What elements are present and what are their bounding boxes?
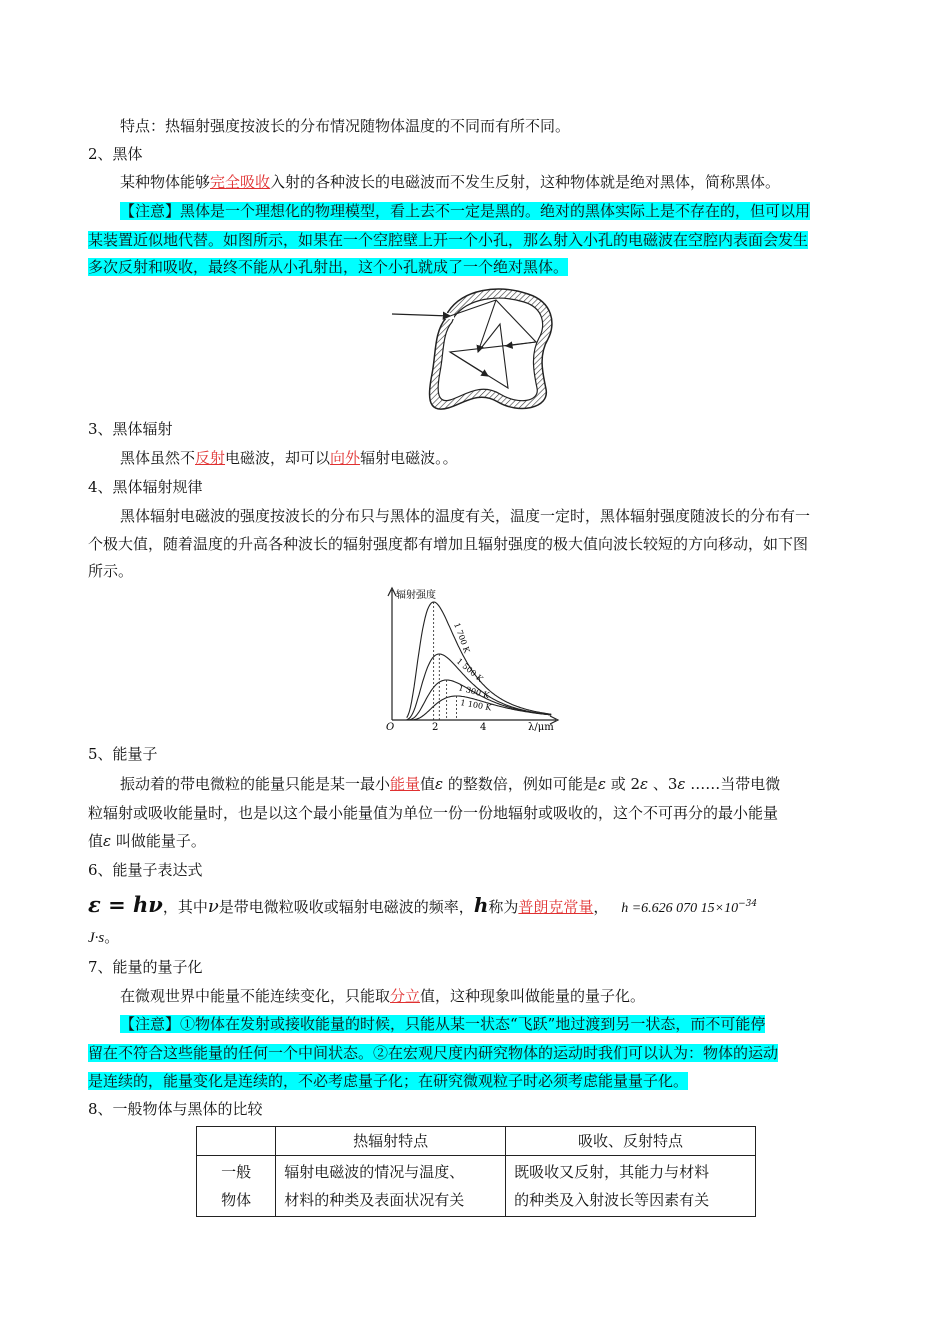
law-text-l1: 黑体辐射电磁波的强度按波长的分布只与黑体的温度有关，温度一定时，黑体辐射强度随波长的分布有一 <box>120 507 811 525</box>
law-text-l3: 所示。 <box>88 562 134 580</box>
keyword-discrete: 分立 <box>390 987 421 1005</box>
note-blackbody-l2: 某装置近似地代替。如图所示，如果在一个空腔壁上开一个小孔，那么射入小孔的电磁波在空腔内表面会发生 <box>88 231 809 249</box>
quantum-expression-l1: ε = hν，其中ν是带电微粒吸收或辐射电磁波的频率，h称为普朗克常量， h =6.626 070 $15\times 10^{-34}$ <box>88 892 758 917</box>
keyword-planck-constant: 普朗克常量 <box>518 898 594 916</box>
table-header-radiation: 热辐射特点 <box>276 1127 506 1156</box>
energy-quantum-l3: 值ε 叫做能量子。 <box>88 832 206 850</box>
chart-xtick-4: 4 <box>480 722 487 732</box>
chart-xlabel: λ/μm <box>528 722 554 732</box>
incident-ray <box>392 314 450 316</box>
energy-quantum-l2: 粒辐射或吸收能量时，也是以这个最小能量值为单位一份一份地辐射或吸收的，这个不可再分的最小能量 <box>88 804 779 822</box>
note-blackbody-l1: 【注意】黑体是一个理想化的物理模型，看上去不一定是黑的。绝对的黑体实际上是不存在的，但可以用 <box>120 202 811 220</box>
row-radiation-cell: 辐射电磁波的情况与温度、 材料的种类及表面状况有关 <box>276 1156 506 1217</box>
series-label-1300: 1 300 K <box>457 683 491 701</box>
chart-origin-label: O <box>386 722 395 732</box>
table-row <box>197 1156 756 1217</box>
chart-xtick-2: 2 <box>432 722 439 732</box>
note-quantization-l1: 【注意】①物体在发射或接收能量的时候，只能从某一状态“飞跃”地过渡到另一状态，而不可能停 <box>120 1015 766 1033</box>
heading-energy-quantum: 5、能量子 <box>88 745 158 763</box>
blackbody-radiation-text: 黑体虽然不反射电磁波，却可以向外辐射电磁波。。 <box>120 449 458 467</box>
comparison-table <box>196 1126 756 1217</box>
planck-formula: ε = hν <box>88 892 163 917</box>
series-label-1100: 1 100 K <box>459 698 493 713</box>
note-quantization-l3: 是连续的，能量变化是连续的，不必考虑量子化；在研究微观粒子时必须考虑能量量子化。 <box>88 1072 689 1090</box>
feature-text: 特点：热辐射强度按波长的分布情况随物体温度的不同而有所不同。 <box>120 117 571 135</box>
note-quantization-l2: 留在不符合这些能量的任何一个中间状态。②在宏观尺度内研究物体的运动时我们可以认为：物体的运动 <box>88 1044 779 1062</box>
heading-quantization: 7、能量的量子化 <box>88 958 203 976</box>
chart-ylabel: 辐射强度 <box>396 590 436 601</box>
keyword-outward: 向外 <box>330 449 361 467</box>
quantization-text: 在微观世界中能量不能连续变化，只能取分立值，这种现象叫做能量的量子化。 <box>120 987 646 1005</box>
heading-blackbody-radiation: 3、黑体辐射 <box>88 420 173 438</box>
law-text-l2: 个极大值，随着温度的升高各种波长的辐射强度都有增加且辐射强度的极大值向波长较短的方向移动，如下图 <box>88 535 809 553</box>
energy-quantum-l1: 振动着的带电微粒的能量只能是某一最小能量值ε 的整数倍，例如可能是ε 或 2ε 、3ε ……当带电微 <box>120 775 781 793</box>
blackbody-definition: 某种物体能够完全吸收入射的各种波长的电磁波而不发生反射，这种物体就是绝对黑体，简称黑体。 <box>120 173 781 191</box>
heading-blackbody: 2、黑体 <box>88 145 143 163</box>
heading-comparison: 8、一般物体与黑体的比较 <box>88 1100 263 1118</box>
keyword-complete-absorb: 完全吸收 <box>210 173 271 191</box>
keyword-energy: 能量 <box>390 775 421 793</box>
table-header-empty <box>197 1127 276 1156</box>
note-blackbody-l3: 多次反射和吸收，最终不能从小孔射出，这个小孔就成了一个绝对黑体。 <box>88 258 569 276</box>
quantum-expression-l2: J·s。 <box>88 928 120 946</box>
row-absorption-cell: 既吸收又反射，其能力与材料 的种类及入射波长等因素有关 <box>506 1156 756 1217</box>
row-label: 一般 物体 <box>197 1156 276 1217</box>
epsilon-symbol: ε <box>435 775 444 793</box>
keyword-reflect: 反射 <box>195 449 226 467</box>
table-header-absorption: 吸收、反射特点 <box>506 1127 756 1156</box>
planck-constant-value: h =6.626 070 15×10 <box>621 901 739 916</box>
series-label-1500: 1 500 K <box>454 656 485 684</box>
blackbody-radiation-chart <box>380 584 566 732</box>
cavity-diagram <box>388 284 558 416</box>
series-label-1700: 1 700 K <box>452 621 472 655</box>
table-header-row <box>197 1127 756 1156</box>
heading-radiation-law: 4、黑体辐射规律 <box>88 478 203 496</box>
heading-quantum-expression: 6、能量子表达式 <box>88 861 203 879</box>
